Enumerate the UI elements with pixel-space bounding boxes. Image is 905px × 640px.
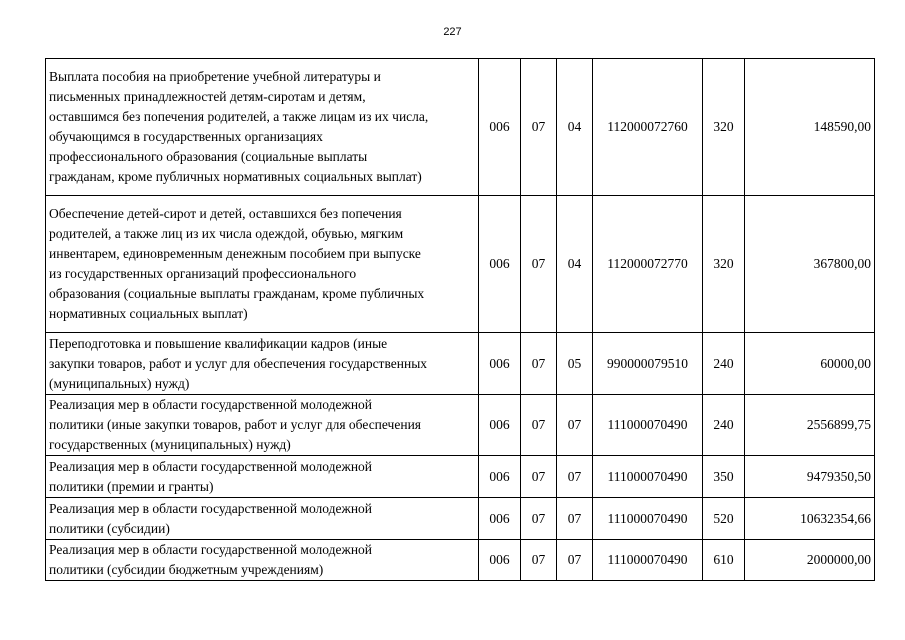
row-description bbox=[46, 540, 479, 581]
description-line: Реализация мер в области государственной молодежной bbox=[49, 500, 373, 516]
expense-type-code: 320 bbox=[703, 59, 745, 196]
section-code: 07 bbox=[521, 498, 557, 540]
section-code: 07 bbox=[521, 395, 557, 456]
section-code: 07 bbox=[521, 540, 557, 581]
section-code: 07 bbox=[521, 456, 557, 498]
description-line: инвентарем, единовременным денежным пособием при выпуске bbox=[49, 246, 421, 261]
page-number: 227 bbox=[443, 26, 462, 38]
subsection-code: 04 bbox=[557, 196, 593, 333]
description-line: нормативных социальных выплат) bbox=[49, 306, 248, 321]
amount: 367800,00 bbox=[745, 196, 875, 333]
description-line: Реализация мер в области государственной молодежной bbox=[49, 458, 373, 474]
description-line: государственных (муниципальных) нужд) bbox=[49, 437, 291, 452]
expense-type-code: 610 bbox=[703, 540, 745, 581]
target-article-code: 111000070490 bbox=[593, 395, 703, 456]
amount: 60000,00 bbox=[745, 333, 875, 395]
amount: 2556899,75 bbox=[745, 395, 875, 456]
subsection-code: 07 bbox=[557, 395, 593, 456]
description-line: гражданам, кроме публичных нормативных социальных выплат) bbox=[49, 169, 422, 184]
budget-table bbox=[45, 58, 875, 581]
subsection-code: 04 bbox=[557, 59, 593, 196]
row-description bbox=[46, 395, 479, 456]
row-description bbox=[46, 59, 479, 196]
amount: 10632354,66 bbox=[745, 498, 875, 540]
description-line: Выплата пособия на приобретение учебной литературы и bbox=[49, 69, 381, 84]
target-article-code: 112000072760 bbox=[593, 59, 703, 196]
ministry-code: 006 bbox=[479, 540, 521, 581]
description-line: профессионального образования (социальные выплаты bbox=[49, 149, 368, 164]
expense-type-code: 520 bbox=[703, 498, 745, 540]
description-line: политики (иные закупки товаров, работ и услуг для обеспечения bbox=[49, 417, 422, 432]
amount: 148590,00 bbox=[745, 59, 875, 196]
description-line: закупки товаров, работ и услуг для обеспечения государственных bbox=[49, 355, 428, 371]
expense-type-code: 240 bbox=[703, 333, 745, 395]
description-line: политики (субсидии бюджетным учреждениям) bbox=[49, 562, 324, 577]
row-description bbox=[46, 498, 479, 540]
description-line: письменных принадлежностей детям-сиротам и детям, bbox=[49, 89, 366, 104]
target-article-code: 990000079510 bbox=[593, 333, 703, 395]
description-line: Реализация мер в области государственной молодежной bbox=[49, 397, 373, 412]
table-row bbox=[46, 456, 875, 498]
table-row bbox=[46, 196, 875, 333]
target-article-code: 111000070490 bbox=[593, 540, 703, 581]
amount: 2000000,00 bbox=[745, 540, 875, 581]
target-article-code: 111000070490 bbox=[593, 456, 703, 498]
description-line: Реализация мер в области государственной молодежной bbox=[49, 542, 373, 557]
description-line: Обеспечение детей-сирот и детей, оставшихся без попечения bbox=[49, 206, 402, 221]
target-article-code: 112000072770 bbox=[593, 196, 703, 333]
table-row bbox=[46, 333, 875, 395]
description-line: из государственных организаций профессионального bbox=[49, 266, 357, 281]
expense-type-code: 350 bbox=[703, 456, 745, 498]
table-row bbox=[46, 540, 875, 581]
subsection-code: 07 bbox=[557, 498, 593, 540]
description-line: политики (субсидии) bbox=[49, 520, 170, 536]
row-description bbox=[46, 196, 479, 333]
row-description bbox=[46, 333, 479, 395]
description-line: Переподготовка и повышение квалификации кадров (иные bbox=[49, 335, 388, 351]
description-line: (муниципальных) нужд) bbox=[49, 375, 190, 391]
description-line: обучающимся в государственных организациях bbox=[49, 129, 323, 144]
ministry-code: 006 bbox=[479, 59, 521, 196]
amount: 9479350,50 bbox=[745, 456, 875, 498]
expense-type-code: 240 bbox=[703, 395, 745, 456]
ministry-code: 006 bbox=[479, 395, 521, 456]
section-code: 07 bbox=[521, 333, 557, 395]
table-row bbox=[46, 395, 875, 456]
section-code: 07 bbox=[521, 196, 557, 333]
description-line: родителей, а также лиц из их числа одеждой, обувью, мягким bbox=[49, 226, 404, 241]
target-article-code: 111000070490 bbox=[593, 498, 703, 540]
ministry-code: 006 bbox=[479, 456, 521, 498]
table-row bbox=[46, 498, 875, 540]
table-row bbox=[46, 59, 875, 196]
subsection-code: 05 bbox=[557, 333, 593, 395]
ministry-code: 006 bbox=[479, 196, 521, 333]
section-code: 07 bbox=[521, 59, 557, 196]
subsection-code: 07 bbox=[557, 540, 593, 581]
row-description bbox=[46, 456, 479, 498]
expense-type-code: 320 bbox=[703, 196, 745, 333]
subsection-code: 07 bbox=[557, 456, 593, 498]
description-line: оставшимся без попечения родителей, а также лицам из их числа, bbox=[49, 109, 429, 124]
ministry-code: 006 bbox=[479, 333, 521, 395]
ministry-code: 006 bbox=[479, 498, 521, 540]
description-line: политики (премии и гранты) bbox=[49, 478, 214, 494]
description-line: образования (социальные выплаты гражданам, кроме публичных bbox=[49, 286, 425, 301]
